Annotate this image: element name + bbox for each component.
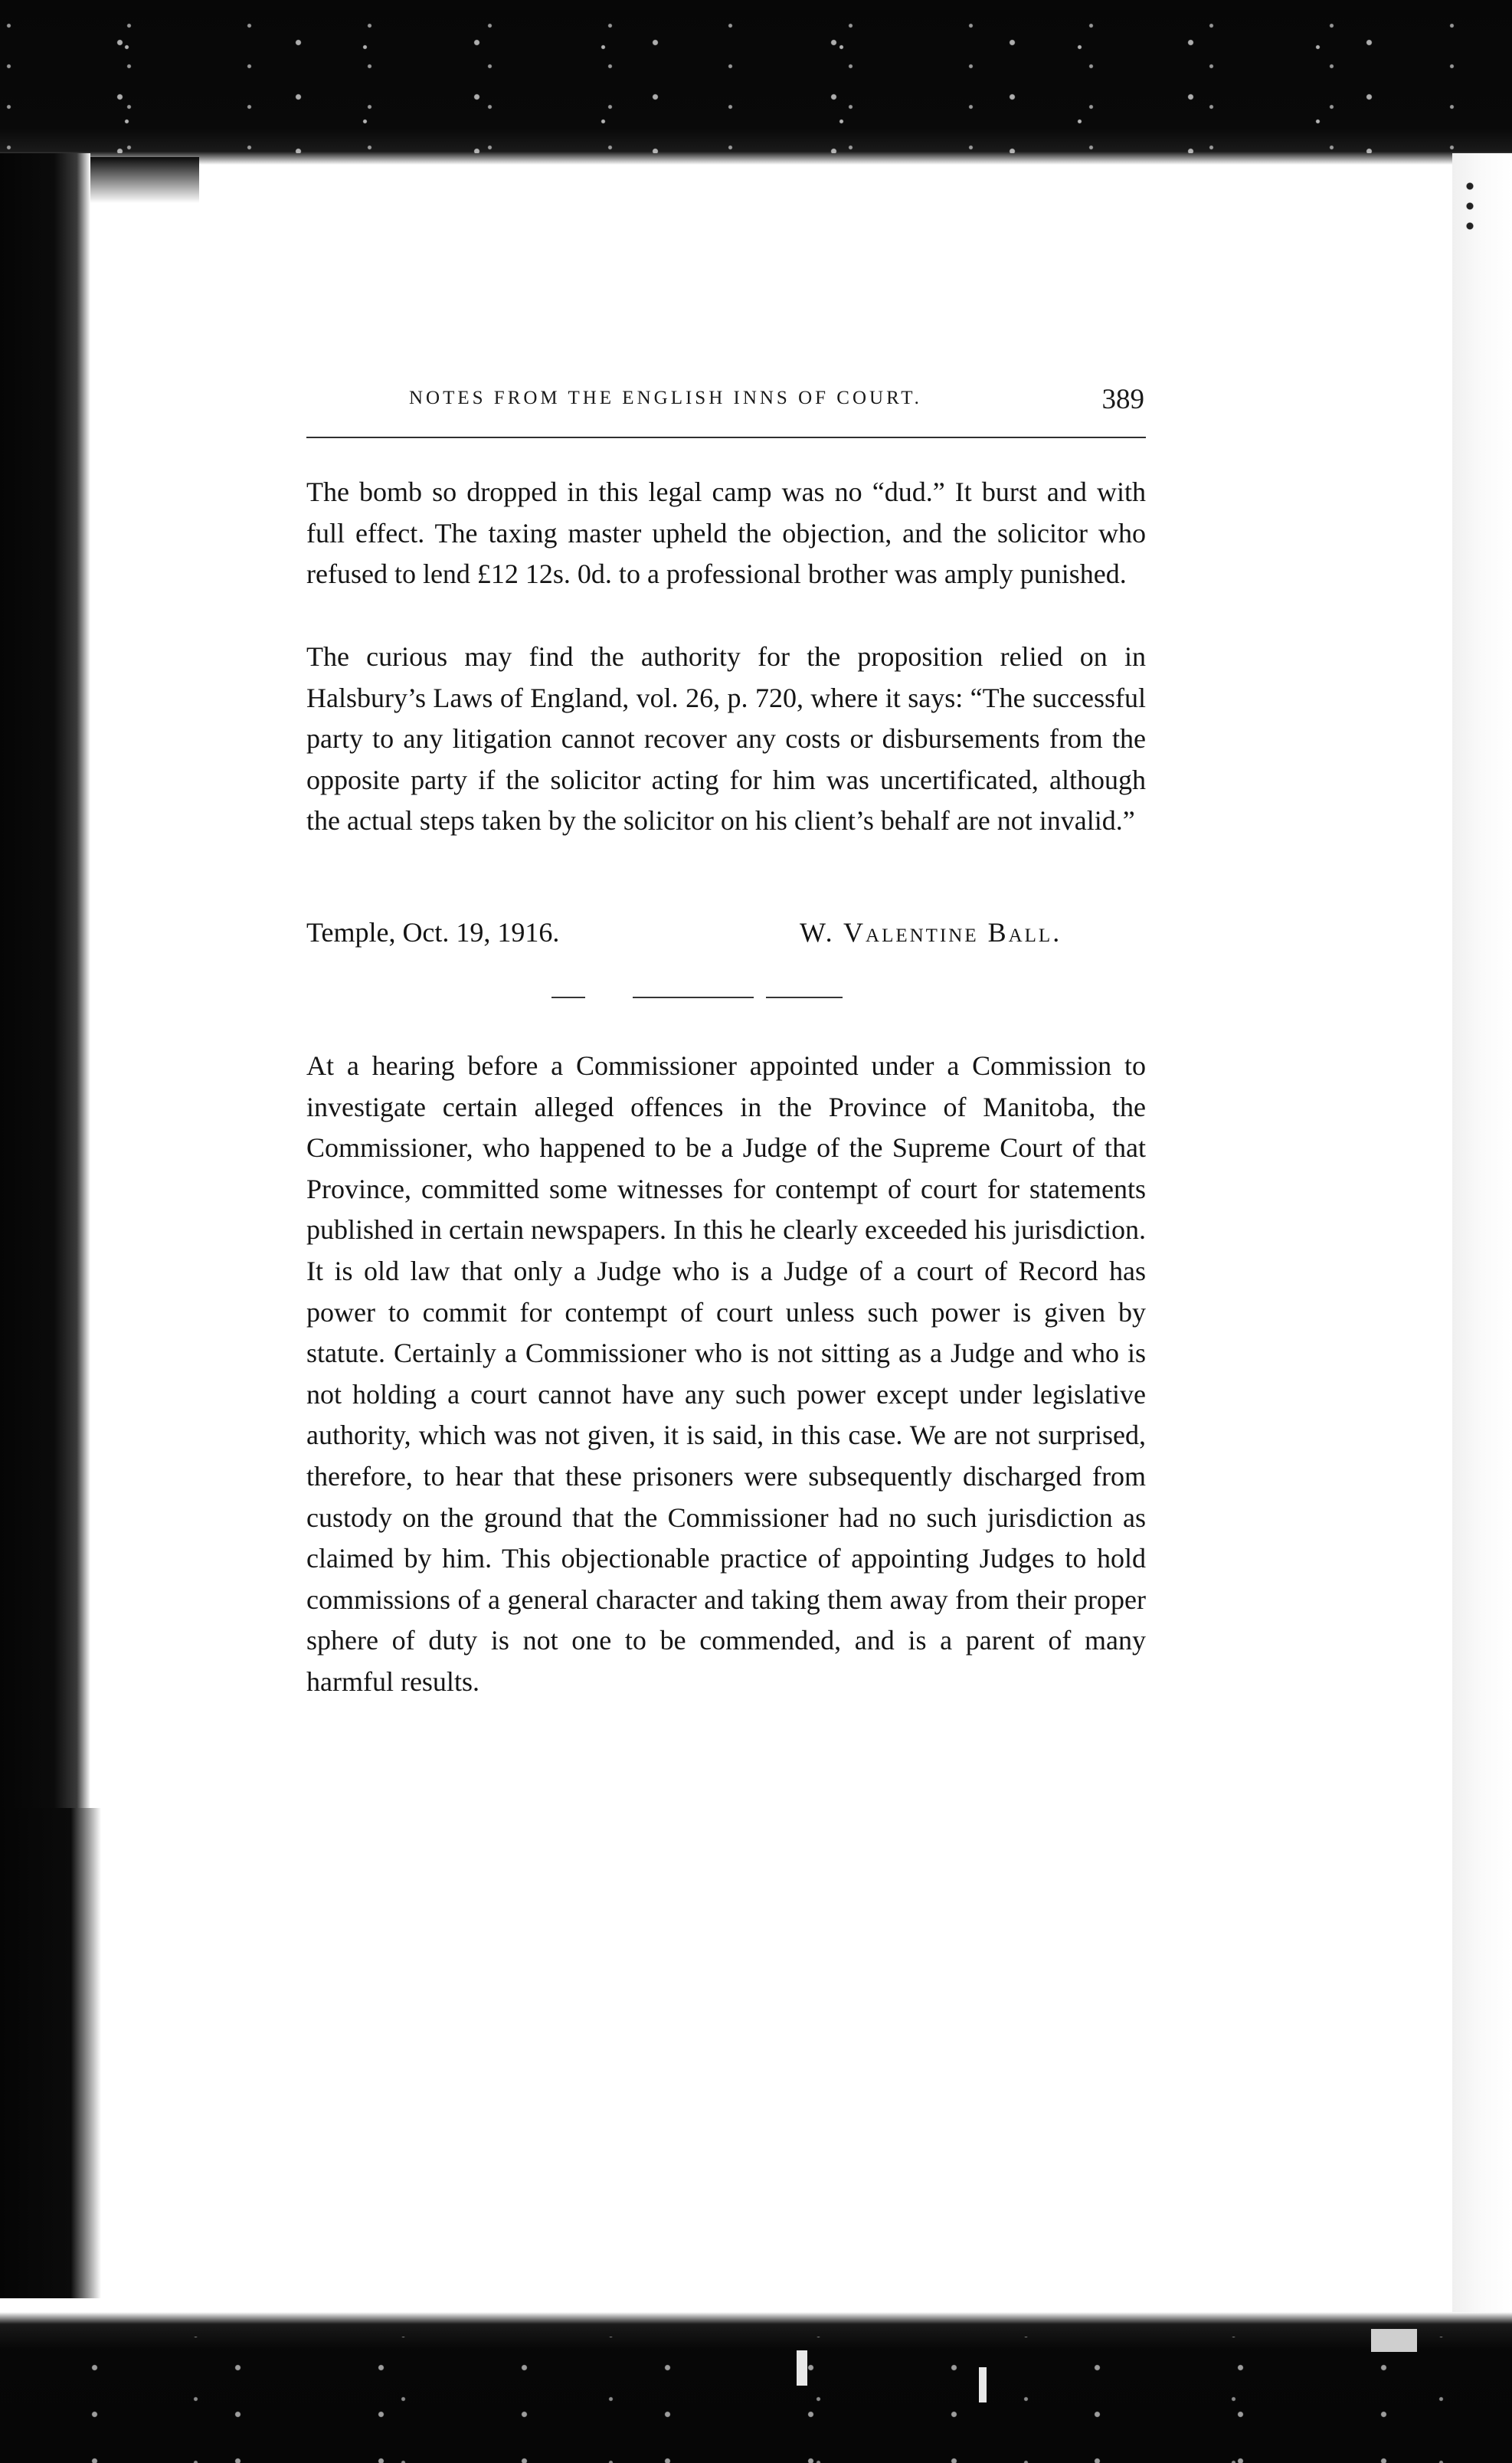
- signature-place-date: Temple, Oct. 19, 1916.: [306, 917, 560, 948]
- scan-noise-top: [0, 0, 1512, 153]
- signature-author: W. Valentine Ball.: [800, 917, 1062, 948]
- paragraph-manitoba: At a hearing before a Commissioner appointed under a Commission to investigate certain alleged offences in the Province of Manitoba, the Commissioner, who happened to be a Judge of the Supreme Court of that Province, committed some witnesses for contempt of court for statements published in certain newspapers. In this he clearly exceeded his jurisdiction. It is old law that only a Judge who is a Judge of a court of Record has power to commit for contempt of court unless such power is given by statute. Certainly a Commissioner who is not sitting as a Judge and who is not holding a court cannot have any such power except under legislative authority, which was not given, it is said, in this case. We are not surprised, therefore, to hear that these prisoners were subsequently discharged from custody on the ground that the Commissioner had no such jurisdiction as claimed by him. This objectionable practice of appointing Judges to hold commissions of a general character and taking them away from their proper sphere of duty is not one to be commended, and is a parent of many harmful results.: [306, 1050, 1146, 1697]
- header-rule: [306, 437, 1146, 438]
- scan-fleck: [1371, 2329, 1417, 2352]
- section-separator: [766, 997, 843, 998]
- scan-noise-bottom: [0, 2337, 1512, 2463]
- paragraph-bomb: The bomb so dropped in this legal camp was no “dud.” It burst and with full effect. The taxing master upheld the objection, and the solicitor who refused to lend £12 12s. 0d. to a professional brother was amply punished.: [306, 477, 1146, 590]
- paragraph-halsbury: The curious may find the authority for the proposition relied on in Halsbury’s Laws of England, vol. 26, p. 720, where it says: “The successful party to any litigation cannot recover any costs or disbursements from the opposite party if the solicitor acting for him was uncertificated, although the actual steps taken by the solicitor on his client’s behalf are not invalid.”: [306, 641, 1146, 837]
- scan-border-right: [1452, 153, 1512, 2375]
- scan-fleck: [979, 2367, 987, 2402]
- section-separator: [633, 997, 754, 998]
- page-header: [409, 383, 1144, 421]
- signature-line: [306, 911, 1146, 954]
- page-number: 389: [1101, 384, 1144, 415]
- running-head: NOTES FROM THE ENGLISH INNS OF COURT.: [409, 388, 922, 408]
- scan-noise-right: [1458, 176, 1481, 237]
- scan-border-left-lower: [0, 1808, 101, 2298]
- section-separator: [551, 997, 585, 998]
- scan-fleck: [797, 2350, 807, 2386]
